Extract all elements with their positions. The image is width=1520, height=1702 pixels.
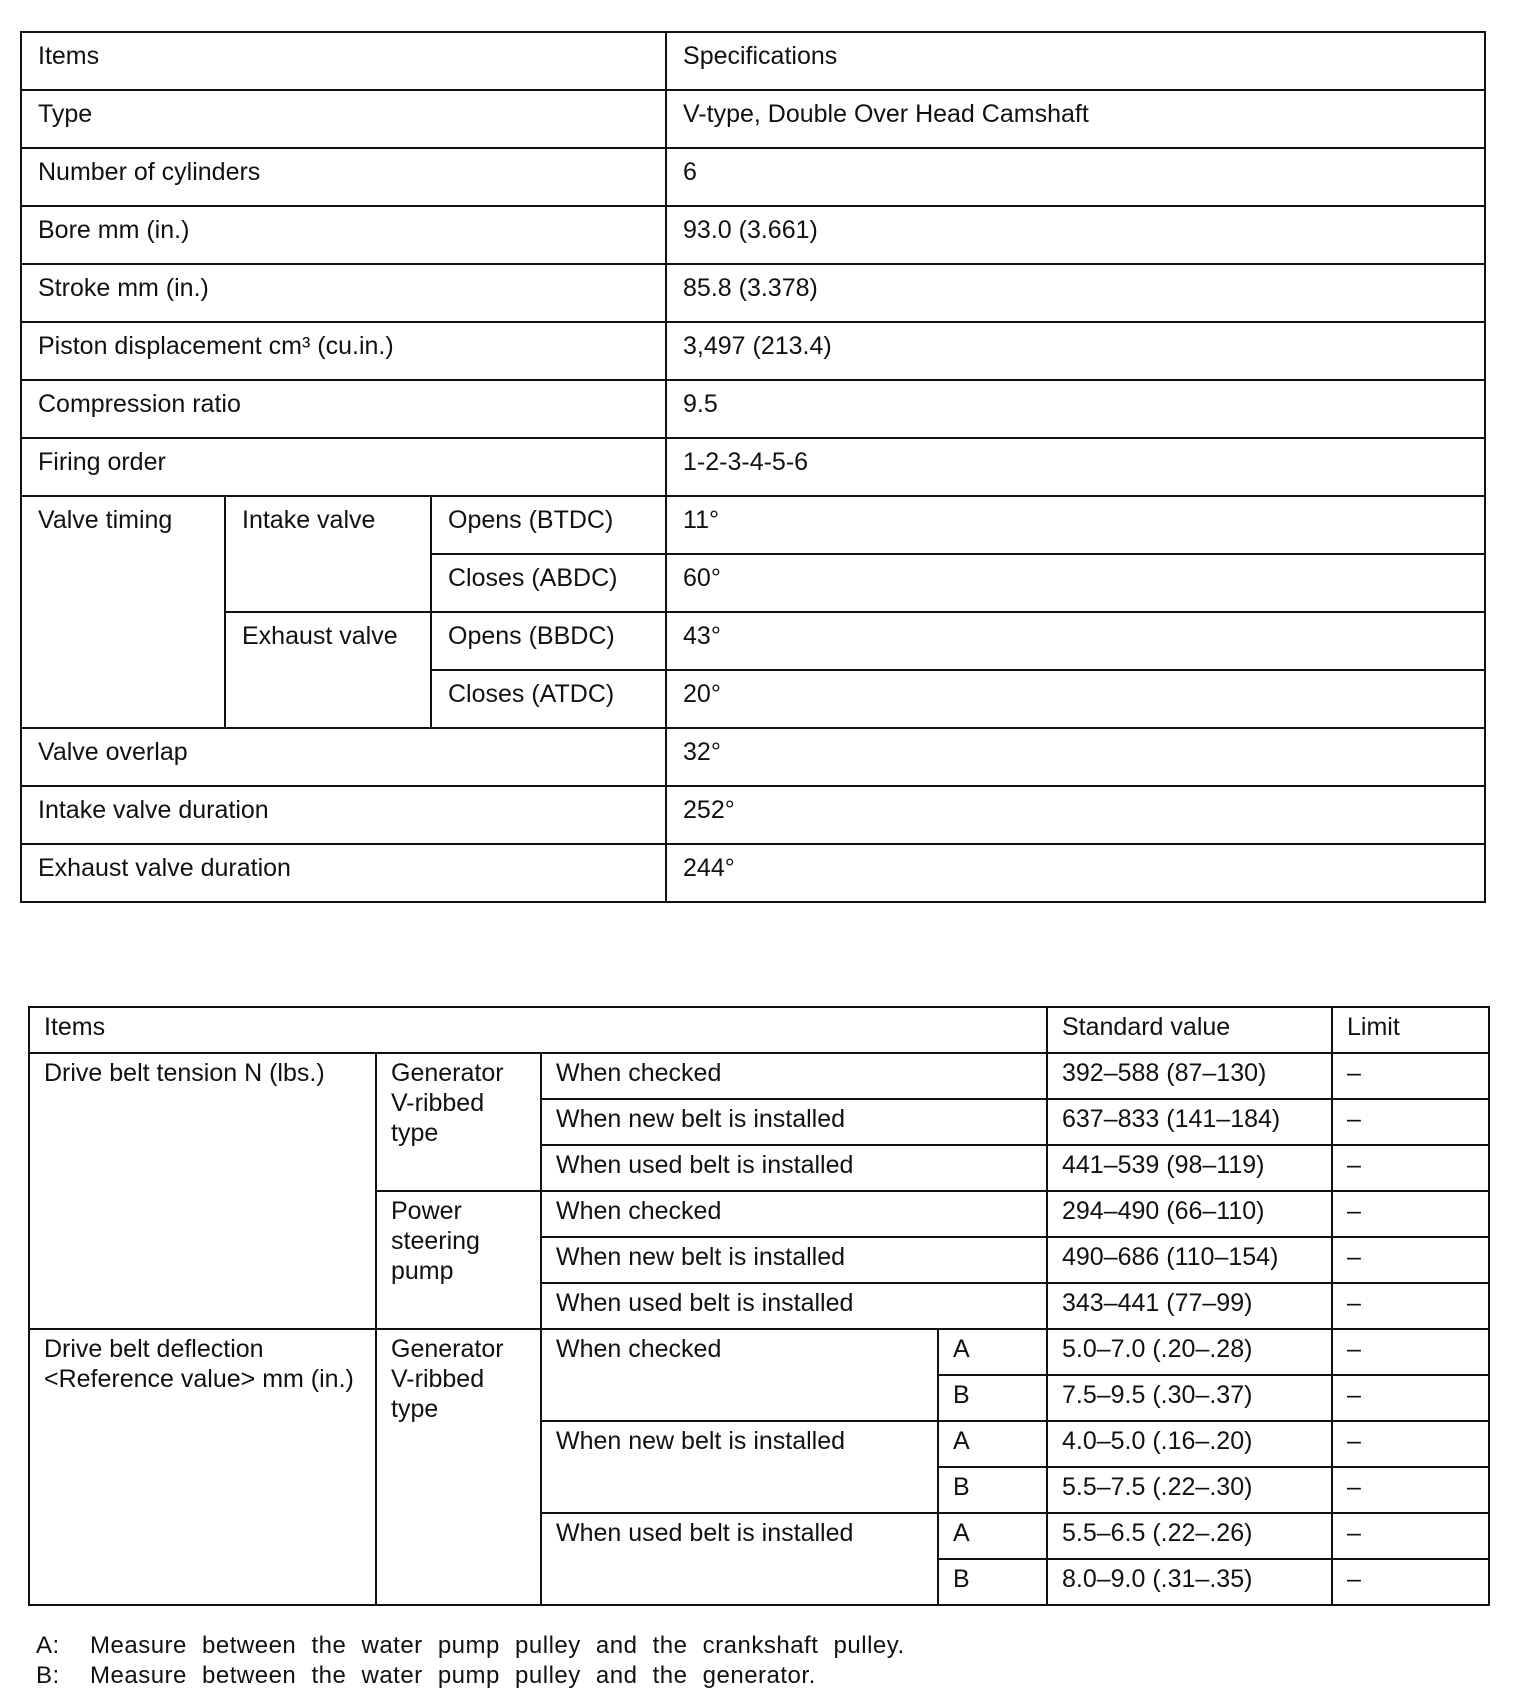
condition: When new belt is installed: [541, 1237, 1047, 1283]
limit-value: –: [1332, 1053, 1489, 1099]
table-row: [29, 1329, 1489, 1375]
generator-label: Generator V-ribbed type: [376, 1329, 541, 1605]
condition: When new belt is installed: [541, 1099, 1047, 1145]
standard-value: 294–490 (66–110): [1047, 1191, 1332, 1237]
item-label: Exhaust valve duration: [21, 844, 666, 902]
condition: When checked: [541, 1329, 938, 1421]
limit-value: –: [1332, 1375, 1489, 1421]
point-b: B: [938, 1559, 1047, 1605]
drive-belt-specifications-table: [28, 1006, 1490, 1606]
item-value: 1-2-3-4-5-6: [666, 438, 1485, 496]
condition: When used belt is installed: [541, 1513, 938, 1605]
standard-value: 490–686 (110–154): [1047, 1237, 1332, 1283]
limit-value: –: [1332, 1237, 1489, 1283]
footnote-b: [36, 1662, 816, 1690]
item-label: Stroke mm (in.): [21, 264, 666, 322]
condition: When checked: [541, 1053, 1047, 1099]
table-row: [21, 264, 1485, 322]
footnote-key: A:: [36, 1632, 60, 1659]
footnote-a: [36, 1632, 905, 1660]
tension-label: Drive belt tension N (lbs.): [29, 1053, 376, 1329]
table-row: [21, 206, 1485, 264]
standard-value: 5.5–6.5 (.22–.26): [1047, 1513, 1332, 1559]
point-a: A: [938, 1421, 1047, 1467]
closes-label: Closes (ATDC): [431, 670, 666, 728]
header-specifications: Specifications: [666, 32, 1485, 90]
item-label: Valve overlap: [21, 728, 666, 786]
point-a: A: [938, 1329, 1047, 1375]
generator-label: Generator V-ribbed type: [376, 1053, 541, 1191]
item-value: 20°: [666, 670, 1485, 728]
item-value: 60°: [666, 554, 1485, 612]
closes-label: Closes (ABDC): [431, 554, 666, 612]
table-row: [21, 380, 1485, 438]
header-standard-value: Standard value: [1047, 1007, 1332, 1053]
standard-value: 441–539 (98–119): [1047, 1145, 1332, 1191]
limit-value: –: [1332, 1283, 1489, 1329]
standard-value: 4.0–5.0 (.16–.20): [1047, 1421, 1332, 1467]
engine-specifications-table: [20, 31, 1486, 903]
table-header-row: [29, 1007, 1489, 1053]
standard-value: 392–588 (87–130): [1047, 1053, 1332, 1099]
header-items: Items: [21, 32, 666, 90]
item-value: 11°: [666, 496, 1485, 554]
item-value: 32°: [666, 728, 1485, 786]
footnote-key: B:: [36, 1662, 60, 1689]
point-a: A: [938, 1513, 1047, 1559]
condition: When used belt is installed: [541, 1283, 1047, 1329]
item-value: 244°: [666, 844, 1485, 902]
condition: When checked: [541, 1191, 1047, 1237]
pump-label: Power steering pump: [376, 1191, 541, 1329]
deflection-label: Drive belt deflection <Reference value> mm (in.): [29, 1329, 376, 1605]
table-row: [21, 728, 1485, 786]
table-row: [21, 844, 1485, 902]
table-row: [21, 438, 1485, 496]
item-value: 85.8 (3.378): [666, 264, 1485, 322]
standard-value: 5.5–7.5 (.22–.30): [1047, 1467, 1332, 1513]
limit-value: –: [1332, 1329, 1489, 1375]
item-label: Compression ratio: [21, 380, 666, 438]
item-label: Piston displacement cm³ (cu.in.): [21, 322, 666, 380]
item-label: Number of cylinders: [21, 148, 666, 206]
table-row: [21, 786, 1485, 844]
table-header-row: [21, 32, 1485, 90]
item-label: Intake valve duration: [21, 786, 666, 844]
header-limit: Limit: [1332, 1007, 1489, 1053]
table-row: [21, 612, 1485, 670]
item-label: Type: [21, 90, 666, 148]
item-value: 43°: [666, 612, 1485, 670]
standard-value: 5.0–7.0 (.20–.28): [1047, 1329, 1332, 1375]
opens-label: Opens (BBDC): [431, 612, 666, 670]
standard-value: 7.5–9.5 (.30–.37): [1047, 1375, 1332, 1421]
item-value: 6: [666, 148, 1485, 206]
point-b: B: [938, 1375, 1047, 1421]
limit-value: –: [1332, 1559, 1489, 1605]
limit-value: –: [1332, 1421, 1489, 1467]
condition: When used belt is installed: [541, 1145, 1047, 1191]
standard-value: 637–833 (141–184): [1047, 1099, 1332, 1145]
header-items: Items: [29, 1007, 1047, 1053]
opens-label: Opens (BTDC): [431, 496, 666, 554]
item-value: 9.5: [666, 380, 1485, 438]
limit-value: –: [1332, 1513, 1489, 1559]
table-row: [21, 90, 1485, 148]
limit-value: –: [1332, 1099, 1489, 1145]
table-row: [21, 148, 1485, 206]
table-row: [21, 322, 1485, 380]
limit-value: –: [1332, 1191, 1489, 1237]
limit-value: –: [1332, 1467, 1489, 1513]
standard-value: 343–441 (77–99): [1047, 1283, 1332, 1329]
valve-timing-label: Valve timing: [21, 496, 225, 728]
item-value: 252°: [666, 786, 1485, 844]
item-value: 3,497 (213.4): [666, 322, 1485, 380]
condition: When new belt is installed: [541, 1421, 938, 1513]
intake-valve-label: Intake valve: [225, 496, 431, 612]
item-value: V-type, Double Over Head Camshaft: [666, 90, 1485, 148]
footnote-text: Measure between the water pump pulley and the crankshaft pulley.: [90, 1632, 905, 1659]
point-b: B: [938, 1467, 1047, 1513]
exhaust-valve-label: Exhaust valve: [225, 612, 431, 728]
limit-value: –: [1332, 1145, 1489, 1191]
item-value: 93.0 (3.661): [666, 206, 1485, 264]
footnote-text: Measure between the water pump pulley and the generator.: [90, 1662, 816, 1689]
table-row: [29, 1053, 1489, 1099]
item-label: Bore mm (in.): [21, 206, 666, 264]
table-row: [21, 496, 1485, 554]
standard-value: 8.0–9.0 (.31–.35): [1047, 1559, 1332, 1605]
item-label: Firing order: [21, 438, 666, 496]
